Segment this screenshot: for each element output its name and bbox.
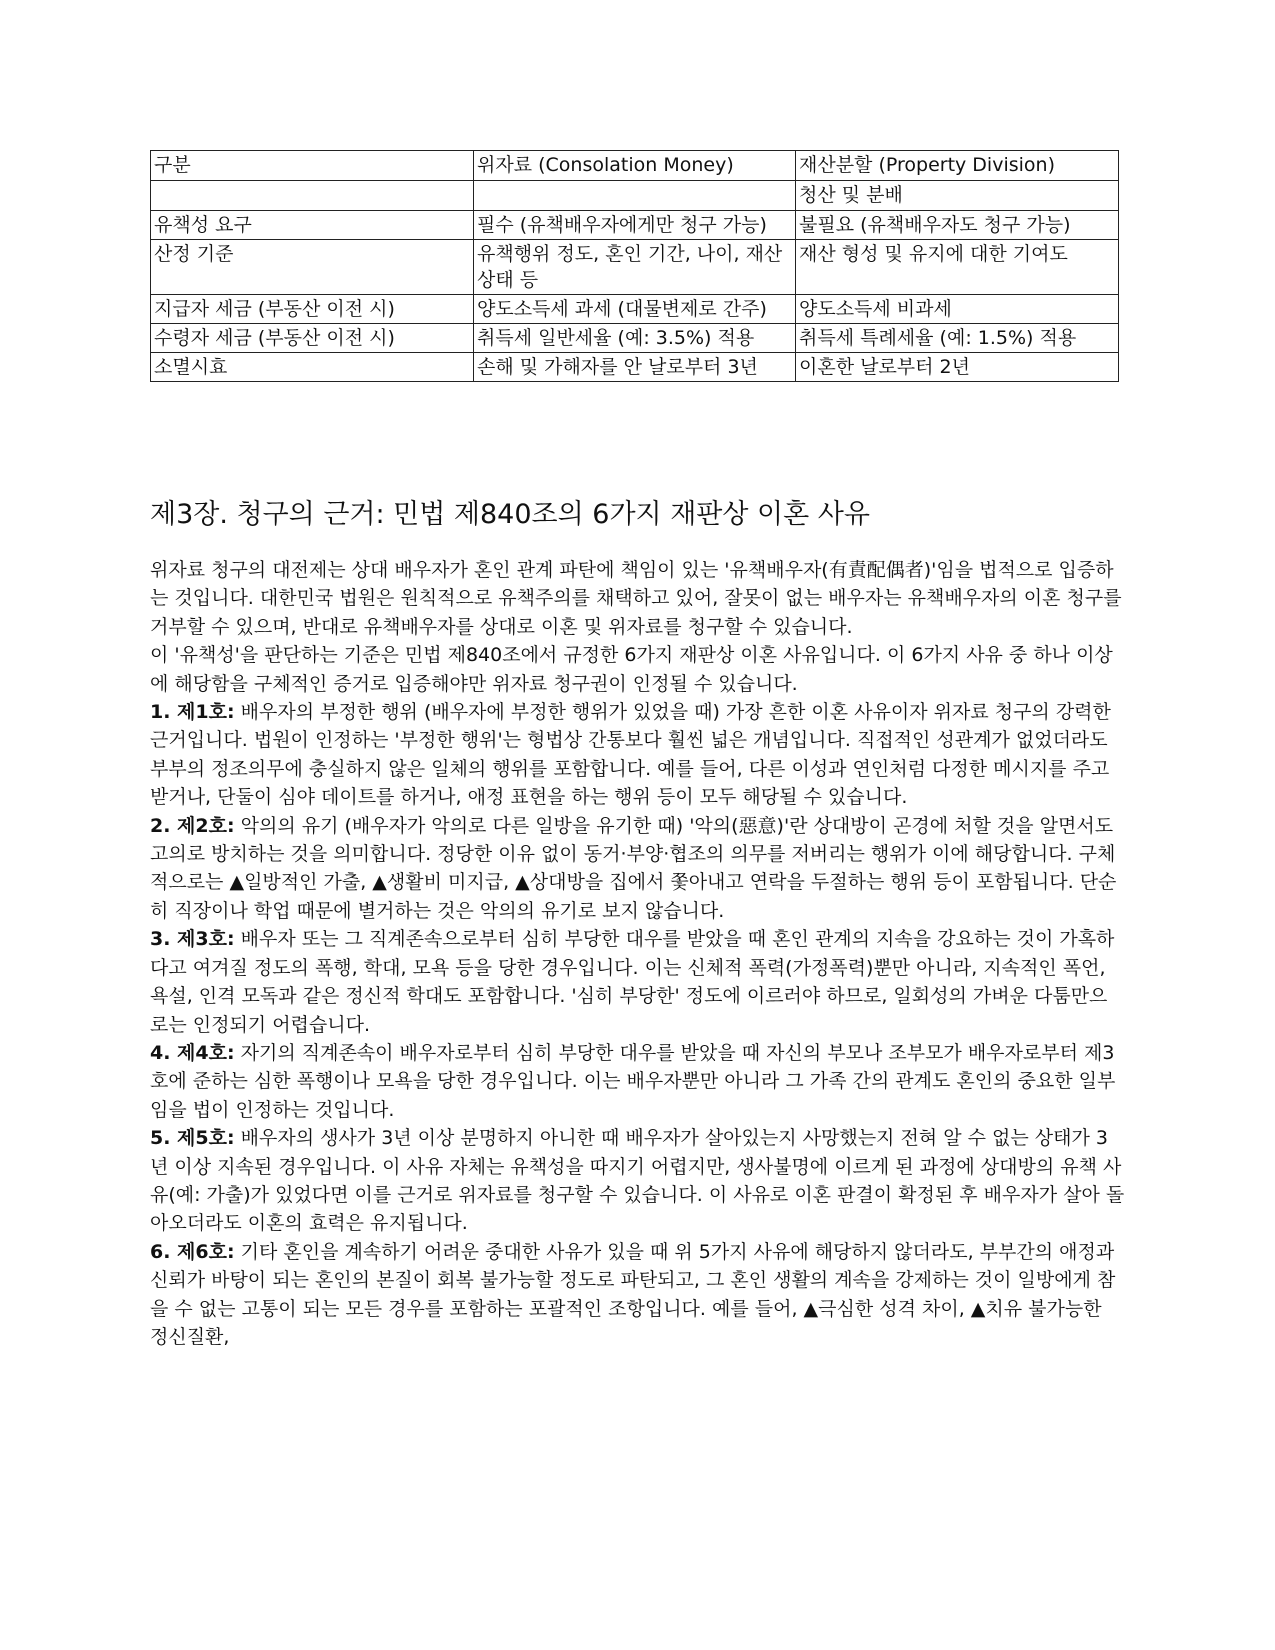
table-row [151,295,1119,324]
ground-label: 3. 제3호: [150,928,235,951]
table-cell: 취득세 일반세율 (예: 3.5%) 적용 [474,324,796,353]
table-cell: 청산 및 분배 [796,181,1119,211]
table-subheader-row [151,181,1119,211]
table-header-cell: 재산분할 (Property Division) [796,151,1119,181]
ground-label: 1. 제1호: [150,701,235,724]
ground-item [150,812,1125,926]
table-cell: 수령자 세금 (부동산 이전 시) [151,324,474,353]
ground-item [150,1039,1125,1124]
table-cell: 손해 및 가해자를 안 날로부터 3년 [474,353,796,382]
table-cell: 소멸시효 [151,353,474,382]
table-cell: 양도소득세 과세 (대물변제로 간주) [474,295,796,324]
ground-label: 5. 제5호: [150,1127,235,1150]
table-cell: 취득세 특례세율 (예: 1.5%) 적용 [796,324,1119,353]
table-row [151,324,1119,353]
table-header-row [151,151,1119,181]
ground-label: 6. 제6호: [150,1240,235,1263]
table-cell [474,181,796,211]
ground-item [150,1238,1125,1352]
table-cell: 불필요 (유책배우자도 청구 가능) [796,211,1119,240]
ground-text: 기타 혼인을 계속하기 어려운 중대한 사유가 있을 때 위 5가지 사유에 해당하지 않더라도, 부부간의 애정과 신뢰가 바탕이 되는 혼인의 본질이 회복 불가능할 정도로 파탄되고, 그 혼인 생활의 계속을 강제하는 것이 일방에게 참을 수 없는 고통이 되는 모든 경우를 포함하는 포괄적인 조항입니다. 예를 들어, ▲극심한 성격 차이, ▲치유 불가능한 정신질환, [150,1240,1116,1348]
table-row [151,240,1119,295]
paragraph: 위자료 청구의 대전제는 상대 배우자가 혼인 관계 파탄에 책임이 있는 '유책배우자(有責配偶者)'임을 법적으로 입증하는 것입니다. 대한민국 법원은 원칙적으로 유책주의를 채택하고 있어, 잘못이 없는 배우자는 유책배우자의 이혼 청구를 거부할 수 있으며, 반대로 유책배우자를 상대로 이혼 및 위자료를 청구할 수 있습니다. [150,559,1122,638]
ground-text: 악의의 유기 (배우자가 악의로 다른 일방을 유기한 때) '악의(惡意)'란 상대방이 곤경에 처할 것을 알면서도 고의로 방치하는 것을 의미합니다. 정당한 이유 없이 동거·부양·협조의 의무를 저버리는 행위가 이에 해당합니다. 구체적으로는 ▲일방적인 가출, ▲생활비 미지급, ▲상대방을 집에서 쫓아내고 연락을 두절하는 행위 등이 포함됩니다. 단순히 직장이나 학업 때문에 별거하는 것은 악의의 유기로 보지 않습니다. [150,814,1117,922]
paragraph: 이 '유책성'을 판단하는 기준은 민법 제840조에서 규정한 6가지 재판상 이혼 사유입니다. 이 6가지 사유 중 하나 이상에 해당함을 구체적인 증거로 입증해야만 위자료 청구권이 인정될 수 있습니다. [150,644,1113,695]
table-cell: 유책행위 정도, 혼인 기간, 나이, 재산상태 등 [474,240,796,295]
table-header-cell: 위자료 (Consolation Money) [474,151,796,181]
table-row [151,353,1119,382]
table-header-cell: 구분 [151,151,474,181]
table-cell: 재산 형성 및 유지에 대한 기여도 [796,240,1119,295]
ground-text: 배우자의 부정한 행위 (배우자에 부정한 행위가 있었을 때) 가장 흔한 이혼 사유이자 위자료 청구의 강력한 근거입니다. 법원이 인정하는 '부정한 행위'는 형법상 간통보다 훨씬 넓은 개념입니다. 직접적인 성관계가 없었더라도 부부의 정조의무에 충실하지 않은 일체의 행위를 포함합니다. 예를 들어, 다른 이성과 연인처럼 다정한 메시지를 주고받거나, 단둘이 심야 데이트를 하거나, 애정 표현을 하는 행위 등이 모두 해당될 수 있습니다. [150,701,1111,809]
ground-item [150,925,1125,1039]
ground-item [150,1124,1125,1238]
ground-item [150,698,1125,812]
comparison-table [150,150,1119,382]
table-cell: 지급자 세금 (부동산 이전 시) [151,295,474,324]
ground-label: 4. 제4호: [150,1041,235,1064]
ground-text: 배우자 또는 그 직계존속으로부터 심히 부당한 대우를 받았을 때 혼인 관계의 지속을 강요하는 것이 가혹하다고 여겨질 정도의 폭행, 학대, 모욕 등을 당한 경우입니다. 이는 신체적 폭력(가정폭력)뿐만 아니라, 지속적인 폭언, 욕설, 인격 모독과 같은 정신적 학대도 포함합니다. '심히 부당한' 정도에 이르러야 하므로, 일회성의 가벼운 다툼만으로는 인정되기 어렵습니다. [150,928,1115,1036]
table-cell: 양도소득세 비과세 [796,295,1119,324]
table-cell: 유책성 요구 [151,211,474,240]
body-text [150,556,1125,1351]
table-row [151,211,1119,240]
ground-text: 배우자의 생사가 3년 이상 분명하지 아니한 때 배우자가 살아있는지 사망했는지 전혀 알 수 없는 상태가 3년 이상 지속된 경우입니다. 이 사유 자체는 유책성을 따지기 어렵지만, 생사불명에 이르게 된 과정에 상대방의 유책 사유(예: 가출)가 있었다면 이를 근거로 위자료를 청구할 수 있습니다. 이 사유로 이혼 판결이 확정된 후 배우자가 살아 돌아오더라도 이혼의 효력은 유지됩니다. [150,1127,1125,1235]
chapter-title: 제3장. 청구의 근거: 민법 제840조의 6가지 재판상 이혼 사유 [150,499,870,530]
ground-text: 자기의 직계존속이 배우자로부터 심히 부당한 대우를 받았을 때 자신의 부모나 조부모가 배우자로부터 제3호에 준하는 심한 폭행이나 모욕을 당한 경우입니다. 이는 배우자뿐만 아니라 그 가족 간의 관계도 혼인의 중요한 일부임을 법이 인정하는 것입니다. [150,1041,1116,1121]
table-cell: 필수 (유책배우자에게만 청구 가능) [474,211,796,240]
table-cell: 산정 기준 [151,240,474,295]
table-cell [151,181,474,211]
table-cell: 이혼한 날로부터 2년 [796,353,1119,382]
ground-label: 2. 제2호: [150,814,235,837]
